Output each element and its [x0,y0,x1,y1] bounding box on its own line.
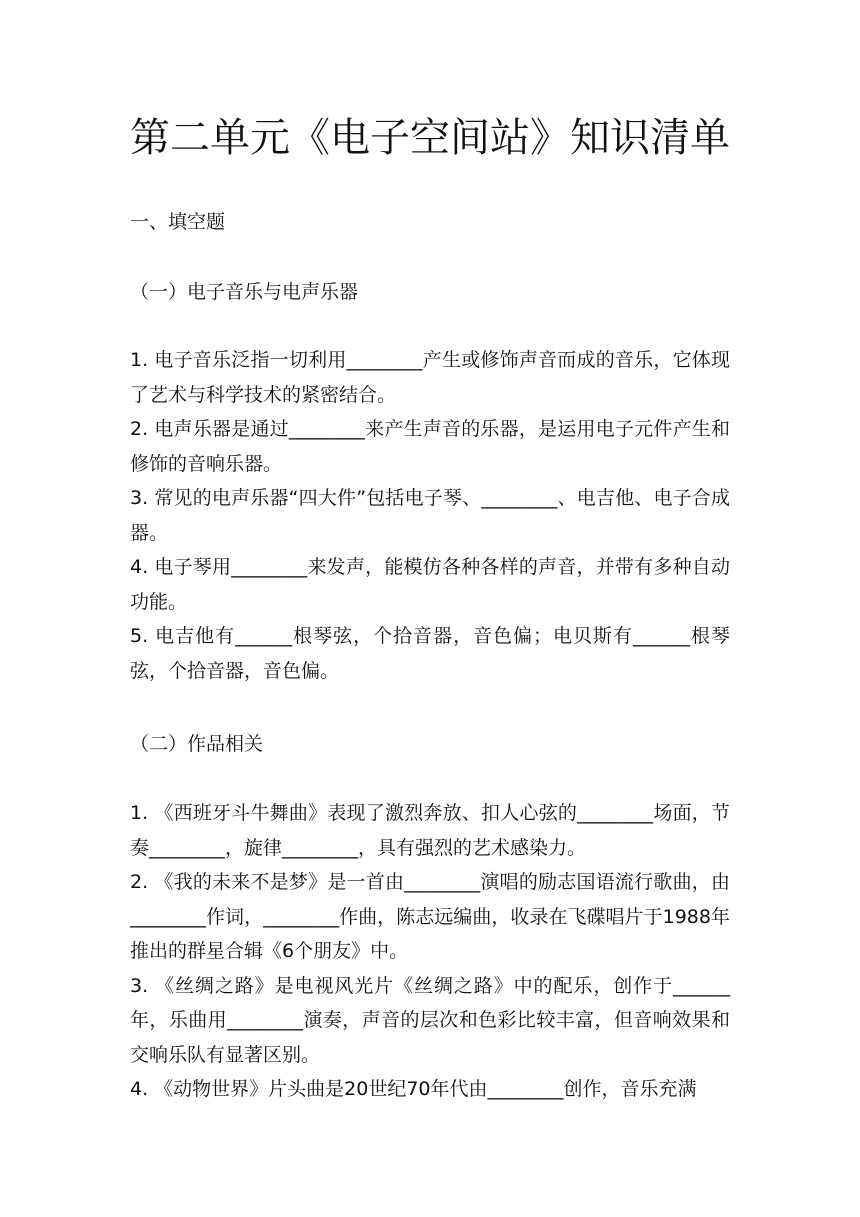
question-item: 4. 《动物世界》片头曲是20世纪70年代由________创作，音乐充满 [130,1078,697,1100]
question-item: 3. 《丝绸之路》是电视风光片《丝绸之路》中的配乐，创作于______年，乐曲用________演奏，声音的层次和色彩比较丰富，但音响效果和交响乐队有显著区别。 [130,974,730,1066]
question-item: 1. 《西班牙斗牛舞曲》表现了激烈奔放、扣人心弦的________场面，节奏________，旋律________，具有强烈的艺术感染力。 [130,802,730,859]
question-item: 4. 电子琴用________来发声，能模仿各种各样的声音，并带有多种自动功能。 [130,556,730,613]
subsection-2-items [130,796,730,1107]
question-item: 1. 电子音乐泛指一切利用________产生或修饰声音而成的音乐，它体现了艺术与科学技术的紧密结合。 [130,349,730,406]
subsection-1-items [130,343,730,688]
subsection-heading-1: （一）电子音乐与电声乐器 [130,281,359,303]
section-heading-fill-in-blank: 一、填空题 [130,211,226,233]
subsection-heading-2: （二）作品相关 [130,733,264,755]
question-item: 2. 电声乐器是通过________来产生声音的乐器，是运用电子元件产生和修饰的音响乐器。 [130,418,730,475]
question-item: 2. 《我的未来不是梦》是一首由________演唱的励志国语流行歌曲，由________作词，________作曲，陈志远编曲，收录在飞碟唱片于1988年推出的群星合辑《6个朋友》中。 [130,871,730,962]
question-item: 3. 常见的电声乐器“四大件”包括电子琴、________、电吉他、电子合成器。 [130,487,730,544]
document-title: 第二单元《电子空间站》知识清单 [130,115,730,161]
question-item: 5. 电吉他有______根琴弦，个拾音器，音色偏；电贝斯有______根琴弦，个拾音器，音色偏。 [130,625,730,682]
